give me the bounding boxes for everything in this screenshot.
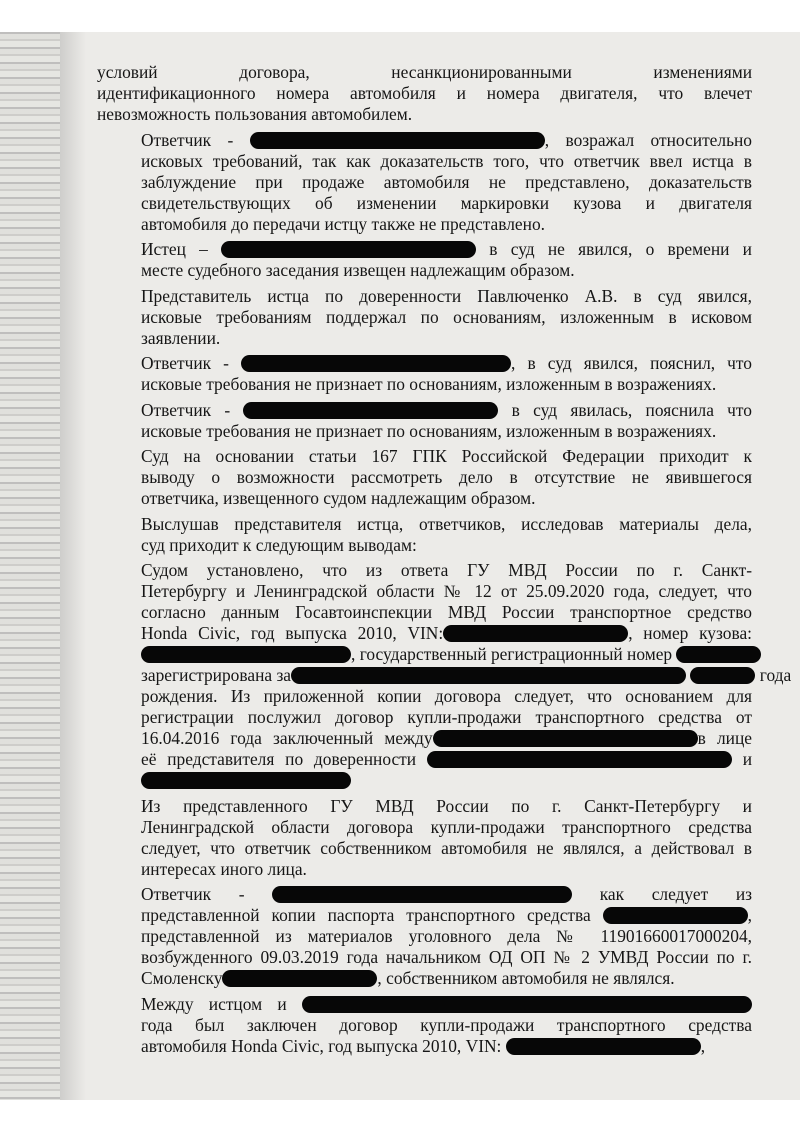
text-segment: свидетельствующих об изменении маркировки кузова и двигателя xyxy=(141,192,752,213)
text-segment: исковые требованиям поддержал по основаниям, изложенным в исковом xyxy=(141,306,752,327)
text-segment: , государственный регистрационный номер xyxy=(351,644,677,664)
text-segment: согласно данным Госавтоинспекции МВД России транспортное средство xyxy=(141,602,752,622)
text-segment: идентификационного номера автомобиля и номера двигателя, что влечет xyxy=(97,83,752,103)
text-line xyxy=(97,884,752,905)
document-body xyxy=(97,62,792,1061)
text-line xyxy=(97,686,752,707)
text-segment: в суд явилась, пояснила что xyxy=(498,399,752,420)
text-line xyxy=(97,728,752,749)
text-line xyxy=(97,104,752,125)
text-segment: суд приходит к следующим выводам: xyxy=(141,534,417,555)
text-segment: Между истцом и xyxy=(141,993,302,1014)
text-segment: как следует из xyxy=(572,884,752,904)
redaction-bar xyxy=(427,751,732,768)
text-line xyxy=(97,560,752,581)
text-segment: в лице xyxy=(697,728,752,748)
text-segment: автомобиля до передачи истцу также не представлено. xyxy=(141,213,545,234)
text-line xyxy=(97,665,792,686)
text-line xyxy=(97,859,752,880)
text-segment: заблуждение при продаже автомобиля не представлено, доказательств xyxy=(141,171,752,192)
paragraph xyxy=(97,130,752,235)
text-segment: следует, что ответчик собственником автомобиля не являлся, а действовал в xyxy=(141,837,752,858)
redaction-bar xyxy=(243,402,498,419)
redaction-bar xyxy=(141,646,351,663)
text-segment: условий договора, несанкционированными изменениями xyxy=(97,62,752,82)
text-segment: Представитель истца по доверенности Павлюченко А.В. в суд явился, xyxy=(141,285,752,306)
text-line xyxy=(97,905,752,926)
text-segment: возбужденного 09.03.2019 года начальником ОД ОП № 2 УМВД России по г. xyxy=(141,947,752,967)
text-segment: рождения. Из приложенной копии договора следует, что основанием для xyxy=(141,686,752,706)
text-line xyxy=(97,130,752,151)
redaction-bar xyxy=(603,907,748,924)
text-line xyxy=(97,446,752,467)
text-segment: заявлении. xyxy=(141,327,221,348)
text-segment: её представителя по доверенности xyxy=(141,749,427,769)
text-line xyxy=(97,1015,752,1036)
redaction-bar xyxy=(141,772,351,789)
text-line xyxy=(97,581,752,602)
text-line xyxy=(97,467,752,488)
redaction-bar xyxy=(291,667,686,684)
text-line xyxy=(97,770,752,791)
paragraph xyxy=(97,560,792,791)
text-line xyxy=(97,62,752,83)
text-segment: , номер кузова: xyxy=(628,623,753,643)
text-line xyxy=(97,374,752,395)
text-line xyxy=(97,488,752,509)
text-line xyxy=(97,83,752,104)
redaction-bar xyxy=(676,646,761,663)
paragraph xyxy=(97,353,752,395)
text-line xyxy=(97,926,752,947)
text-segment: автомобиля Honda Civic, год выпуска 2010, VIN: xyxy=(141,1035,506,1056)
text-line xyxy=(97,328,752,349)
text-segment: Смоленску xyxy=(141,968,223,988)
text-line xyxy=(97,994,752,1015)
text-line xyxy=(97,400,752,421)
scan-shadow-gradient xyxy=(60,32,86,1100)
text-segment: Ответчик - xyxy=(141,129,250,150)
text-segment: Суд на основании статьи 167 ГПК Российской Федерации приходит к xyxy=(141,446,752,466)
text-line xyxy=(97,1036,752,1057)
paragraph xyxy=(97,994,752,1057)
text-segment: Honda Civic, год выпуска 2010, VIN: xyxy=(141,623,444,643)
text-segment: невозможность пользования автомобилем. xyxy=(97,104,413,124)
text-line xyxy=(97,514,752,535)
redaction-bar xyxy=(443,625,628,642)
redaction-bar xyxy=(433,730,698,747)
text-line xyxy=(97,239,752,260)
text-segment: Из представленного ГУ МВД России по г. Санкт-Петербургу и xyxy=(141,795,752,816)
text-line xyxy=(97,535,752,556)
text-line xyxy=(97,193,752,214)
text-segment: года был заключен договор купли-продажи транспортного средства xyxy=(141,1014,752,1035)
text-segment: Ответчик - xyxy=(141,399,244,420)
text-line xyxy=(97,838,752,859)
redaction-bar xyxy=(222,970,377,987)
redaction-bar xyxy=(221,241,476,258)
text-line xyxy=(97,817,752,838)
text-segment: и xyxy=(731,749,752,769)
text-segment: Петербургу и Ленинградской области № 12 от 25.09.2020 года, следует, что xyxy=(141,581,752,601)
paragraph xyxy=(97,239,752,281)
text-line xyxy=(97,749,752,770)
text-line xyxy=(97,623,752,644)
redaction-bar xyxy=(272,886,572,903)
text-line xyxy=(97,602,752,623)
text-line xyxy=(97,151,752,172)
text-segment: , xyxy=(700,1035,706,1056)
text-segment: в суд не явился, о времени и xyxy=(476,239,752,259)
text-segment: Судом установлено, что из ответа ГУ МВД России по г. Санкт- xyxy=(141,560,752,580)
text-segment: Ответчик - xyxy=(141,353,242,373)
text-line xyxy=(97,947,752,968)
text-line xyxy=(97,707,752,728)
text-segment: зарегистрирована за xyxy=(141,665,292,685)
redaction-bar xyxy=(690,667,755,684)
redaction-bar xyxy=(241,355,511,372)
text-segment: месте судебного заседания извещен надлежащим образом. xyxy=(141,260,575,280)
text-segment: представленной копии паспорта транспортного средства xyxy=(141,905,603,925)
text-line xyxy=(97,260,752,281)
text-line xyxy=(97,172,752,193)
paragraph xyxy=(97,796,752,880)
text-segment: исковых требований, так как доказательств того, что ответчик ввел истца в xyxy=(141,150,752,171)
text-line xyxy=(97,286,752,307)
text-line xyxy=(97,421,752,442)
text-line xyxy=(97,644,752,665)
redaction-bar xyxy=(250,132,545,149)
text-segment: Ленинградской области договора купли-продажи транспортного средства xyxy=(141,816,752,837)
scan-shadow-left xyxy=(0,32,60,1100)
text-segment: интересах иного лица. xyxy=(141,858,307,879)
text-segment: , в суд явился, пояснил, что xyxy=(511,353,752,373)
text-segment: Ответчик - xyxy=(141,884,273,904)
paragraph xyxy=(97,286,752,349)
text-line xyxy=(97,353,752,374)
text-segment: выводу о возможности рассмотреть дело в отсутствие не явившегося xyxy=(141,467,752,487)
text-segment: Истец – xyxy=(141,239,222,259)
paragraph xyxy=(97,446,752,509)
paragraph xyxy=(97,514,752,556)
text-segment: , собственником автомобиля не являлся. xyxy=(377,968,675,988)
text-line xyxy=(97,796,752,817)
paragraph xyxy=(97,884,752,989)
text-segment: представленной из материалов уголовного дела № 11901660017000204, xyxy=(141,926,752,946)
text-segment: ответчика, извещенного судом надлежащим образом. xyxy=(141,488,536,508)
text-segment: , xyxy=(747,905,752,925)
text-segment: года xyxy=(755,665,792,685)
text-segment: исковые требования не признает по основаниям, изложенным в возражениях. xyxy=(141,374,717,394)
text-segment: регистрации послужил договор купли-продажи транспортного средства от xyxy=(141,707,752,727)
redaction-bar xyxy=(506,1038,701,1055)
text-line xyxy=(97,968,752,989)
scanned-page xyxy=(0,32,800,1100)
paragraph xyxy=(97,400,752,442)
text-segment: 16.04.2016 года заключенный между xyxy=(141,728,433,748)
text-line xyxy=(97,214,752,235)
redaction-bar xyxy=(302,996,752,1013)
text-segment: Выслушав представителя истца, ответчиков, исследовав материалы дела, xyxy=(141,513,752,534)
text-segment: , возражал относительно xyxy=(544,129,752,150)
paragraph xyxy=(97,62,752,125)
text-line xyxy=(97,307,752,328)
text-segment: исковые требования не признает по основаниям, изложенным в возражениях. xyxy=(141,420,717,441)
